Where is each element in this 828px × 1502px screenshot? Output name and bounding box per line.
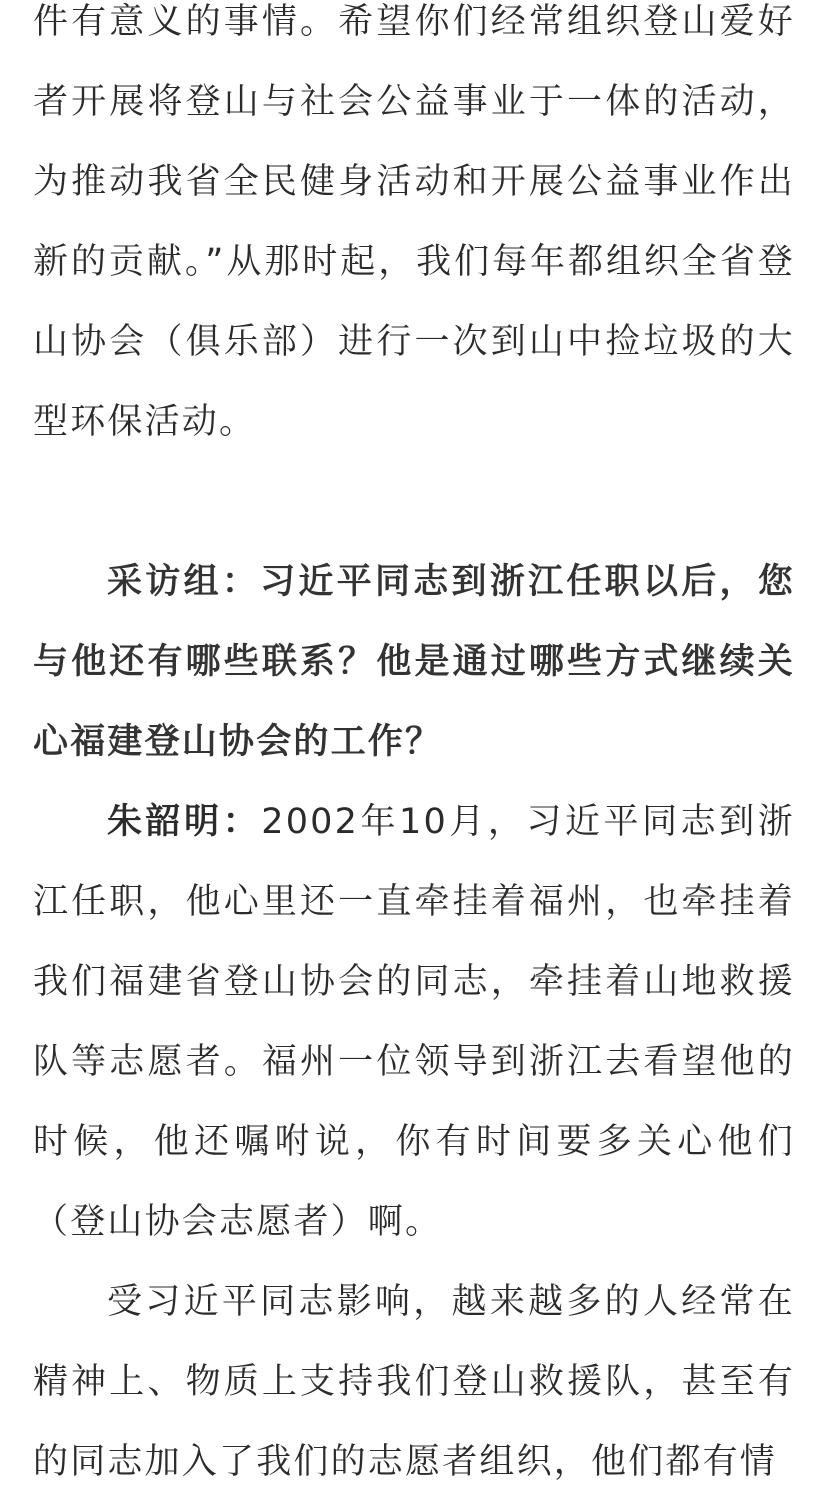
interview-answer (33, 782, 795, 1262)
speaker-name: 朱韶明： (107, 802, 262, 842)
answer-text: 2002年10月，习近平同志到浙江任职，他心里还一直牵挂着福州，也牵挂着我们福建省登山协会的同志，牵挂着山地救援队等志愿者。福州一位领导到浙江去看望他的时候，他还嘱咐说，你有时间要多关心他们（登山协会志愿者）啊。 (33, 802, 795, 1242)
article-body (33, 0, 795, 1502)
paragraph: 受习近平同志影响，越来越多的人经常在精神上、物质上支持我们登山救援队，甚至有的同志加入了我们的志愿者组织，他们都有情 (33, 1282, 795, 1482)
paragraph-continuation: 件有意义的事情。希望你们经常组织登山爱好者开展将登山与社会公益事业于一体的活动，为推动我省全民健身活动和开展公益事业作出新的贡献。”从那时起，我们每年都组织全省登山协会（俱乐部）进行一次到山中捡垃圾的大型环保活动。 (33, 2, 795, 442)
interview-question: 采访组：习近平同志到浙江任职以后，您与他还有哪些联系？他是通过哪些方式继续关心福建登山协会的工作？ (33, 562, 795, 762)
